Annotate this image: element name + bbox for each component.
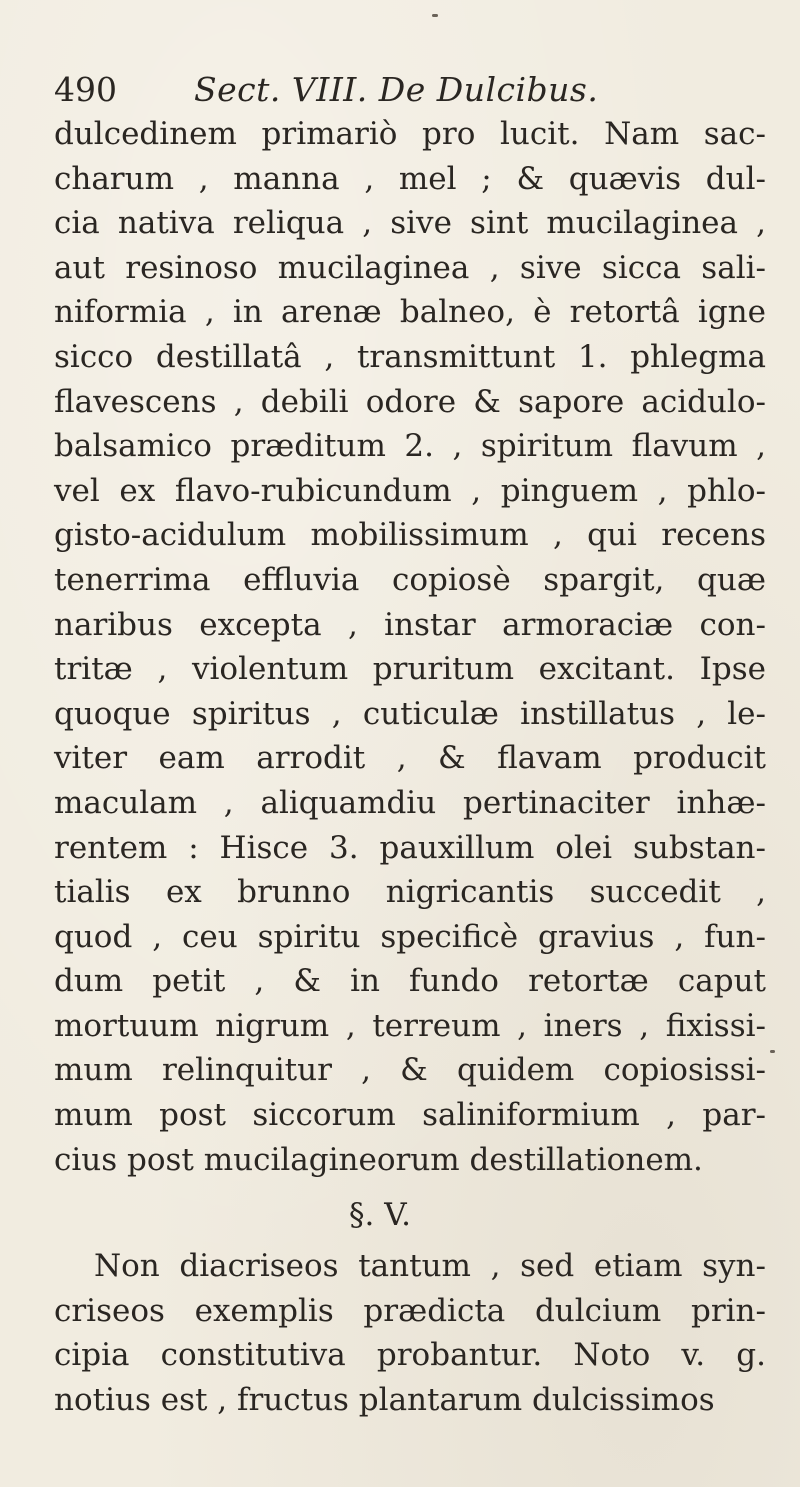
text-line: mum relinquitur , & quidem copiosissi- <box>54 1052 766 1089</box>
text-line: viter eam arrodit , & flavam producit <box>54 740 766 777</box>
body-text <box>54 112 766 1423</box>
text-line: sicco destillatâ , transmittunt 1. phlegma <box>54 338 766 375</box>
text-line: rentem : Hisce 3. pauxillum olei substan- <box>54 829 766 866</box>
text-line: naribus excepta , instar armoraciæ con- <box>54 606 766 643</box>
text-line: mum post siccorum saliniformium , par- <box>54 1097 766 1134</box>
text-line: balsamico præditum 2. , spiritum flavum , <box>54 428 766 465</box>
text-line: mortuum nigrum , terreum , iners , fixissi- <box>54 1007 766 1044</box>
text-line: cipia constitutiva probantur. Noto v. g. <box>54 1337 766 1374</box>
text-line: flavescens , debili odore & sapore acidulo- <box>54 383 766 420</box>
text-line: tialis ex brunno nigricantis succedit , <box>54 874 766 911</box>
ink-speck <box>432 14 438 17</box>
running-title: Sect. VIII. De Dulcibus. <box>194 70 599 109</box>
paragraph-1 <box>54 112 766 1182</box>
text-line: notius est , fructus plantarum dulcissimos <box>54 1382 715 1419</box>
text-line: dulcedinem primariò pro lucit. Nam sac- <box>54 116 766 152</box>
text-line: aut resinoso mucilaginea , sive sicca sali- <box>54 249 766 286</box>
text-line: quod , ceu spiritu specificè gravius , fun- <box>54 918 766 955</box>
text-line: tenerrima effluvia copiosè spargit, quæ <box>54 561 766 598</box>
text-line: dum petit , & in fundo retortæ caput <box>54 963 766 1000</box>
text-line: tritæ , violentum pruritum excitant. Ipse <box>54 651 766 688</box>
text-line: vel ex flavo-rubicundum , pinguem , phlo- <box>54 472 766 509</box>
text-line: gisto-acidulum mobilissimum , qui recens <box>54 517 766 554</box>
text-line: quoque spiritus , cuticulæ instillatus , le- <box>54 695 766 732</box>
section-heading: §. V. <box>348 1197 412 1234</box>
text-line: cia nativa reliqua , sive sint mucilaginea , <box>54 205 766 242</box>
page-number: 490 <box>54 70 117 109</box>
text-line: niformia , in arenæ balneo, è retortâ igne <box>54 294 766 331</box>
paragraph-2 <box>54 1244 766 1422</box>
text-line: charum , manna , mel ; & quævis dul- <box>54 160 766 197</box>
text-line: maculam , aliquamdiu pertinaciter inhæ- <box>54 784 766 821</box>
page-header <box>54 70 774 110</box>
text-line: Non diacriseos tantum , sed etiam syn- <box>94 1248 766 1285</box>
text-line: cius post mucilagineorum destillationem. <box>54 1141 703 1178</box>
text-line: criseos exemplis prædicta dulcium prin- <box>54 1292 766 1329</box>
ink-speck <box>770 1050 775 1053</box>
